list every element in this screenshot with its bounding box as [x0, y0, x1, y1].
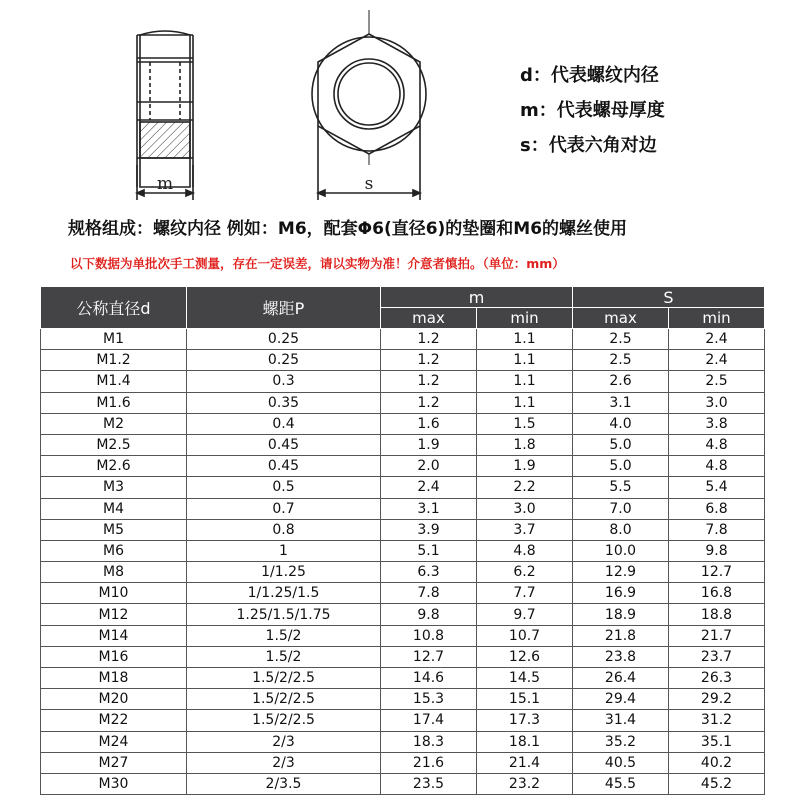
m-max-cell: 7.8: [381, 583, 477, 604]
table-row: [41, 392, 765, 413]
header-m-min: min: [477, 308, 573, 329]
s-max-cell: 21.8: [573, 625, 669, 646]
nominal-cell: M1.4: [41, 371, 187, 392]
table-row: [41, 434, 765, 455]
spec-description: 规格组成：螺纹内径 例如：M6，配套Φ6(直径6)的垫圈和M6的螺丝使用: [68, 219, 628, 239]
table-row: [41, 329, 765, 350]
header-s-min: min: [669, 308, 765, 329]
header-pitch: 螺距P: [187, 287, 381, 329]
s-min-cell: 12.7: [669, 562, 765, 583]
m-dimension-label: m: [156, 174, 174, 194]
m-min-cell: 1.9: [477, 456, 573, 477]
m-min-cell: 1.5: [477, 413, 573, 434]
m-max-cell: 5.1: [381, 540, 477, 561]
m-min-cell: 1.1: [477, 392, 573, 413]
pitch-cell: 0.3: [187, 371, 381, 392]
m-max-cell: 21.6: [381, 752, 477, 773]
m-min-cell: 18.1: [477, 731, 573, 752]
s-max-cell: 4.0: [573, 413, 669, 434]
s-max-cell: 35.2: [573, 731, 669, 752]
m-max-cell: 18.3: [381, 731, 477, 752]
s-max-cell: 10.0: [573, 540, 669, 561]
pitch-cell: 2/3: [187, 752, 381, 773]
table-row: [41, 540, 765, 561]
pitch-cell: 1/1.25/1.5: [187, 583, 381, 604]
header-nominal-diameter: 公称直径d: [41, 287, 187, 329]
m-max-cell: 1.2: [381, 371, 477, 392]
s-min-cell: 2.5: [669, 371, 765, 392]
header-m: m: [381, 287, 573, 308]
nominal-cell: M6: [41, 540, 187, 561]
nominal-cell: M1.6: [41, 392, 187, 413]
nominal-cell: M2.5: [41, 434, 187, 455]
m-max-cell: 1.9: [381, 434, 477, 455]
m-min-cell: 1.1: [477, 350, 573, 371]
nominal-cell: M5: [41, 519, 187, 540]
table-row: [41, 689, 765, 710]
s-max-cell: 5.0: [573, 456, 669, 477]
s-max-cell: 16.9: [573, 583, 669, 604]
s-min-cell: 26.3: [669, 668, 765, 689]
s-min-cell: 23.7: [669, 646, 765, 667]
m-max-cell: 1.2: [381, 350, 477, 371]
s-max-cell: 8.0: [573, 519, 669, 540]
pitch-cell: 0.5: [187, 477, 381, 498]
pitch-cell: 0.45: [187, 456, 381, 477]
s-min-cell: 35.1: [669, 731, 765, 752]
pitch-cell: 1/1.25: [187, 562, 381, 583]
table-row: [41, 583, 765, 604]
table-row: [41, 477, 765, 498]
nominal-cell: M27: [41, 752, 187, 773]
m-min-cell: 7.7: [477, 583, 573, 604]
measurement-warning: 以下数据为单批次手工测量，存在一定误差，请以实物为准！介意者慎拍。（单位：mm）: [70, 256, 565, 271]
m-min-cell: 23.2: [477, 773, 573, 794]
m-min-cell: 21.4: [477, 752, 573, 773]
m-min-cell: 10.7: [477, 625, 573, 646]
nut-top-view: [312, 10, 426, 200]
pitch-cell: 0.4: [187, 413, 381, 434]
s-max-cell: 40.5: [573, 752, 669, 773]
table-row: [41, 668, 765, 689]
s-max-cell: 2.6: [573, 371, 669, 392]
m-min-cell: 3.0: [477, 498, 573, 519]
pitch-cell: 0.25: [187, 329, 381, 350]
m-max-cell: 1.6: [381, 413, 477, 434]
header-s-max: max: [573, 308, 669, 329]
pitch-cell: 1.25/1.5/1.75: [187, 604, 381, 625]
s-min-cell: 5.4: [669, 477, 765, 498]
m-min-cell: 17.3: [477, 710, 573, 731]
table-row: [41, 773, 765, 794]
table-row: [41, 752, 765, 773]
nominal-cell: M24: [41, 731, 187, 752]
m-max-cell: 1.2: [381, 392, 477, 413]
s-max-cell: 5.0: [573, 434, 669, 455]
nominal-cell: M22: [41, 710, 187, 731]
m-max-cell: 10.8: [381, 625, 477, 646]
m-min-cell: 4.8: [477, 540, 573, 561]
s-min-cell: 29.2: [669, 689, 765, 710]
table-row: [41, 371, 765, 392]
nominal-cell: M1: [41, 329, 187, 350]
legend-d: d：代表螺纹内径: [520, 65, 659, 86]
pitch-cell: 1.5/2/2.5: [187, 689, 381, 710]
m-max-cell: 9.8: [381, 604, 477, 625]
table-row: [41, 456, 765, 477]
m-max-cell: 2.4: [381, 477, 477, 498]
m-min-cell: 9.7: [477, 604, 573, 625]
table-row: [41, 731, 765, 752]
header-s: S: [573, 287, 765, 308]
nominal-cell: M14: [41, 625, 187, 646]
m-max-cell: 3.9: [381, 519, 477, 540]
s-dimension-label: s: [364, 174, 374, 194]
s-max-cell: 2.5: [573, 350, 669, 371]
table-row: [41, 562, 765, 583]
s-max-cell: 29.4: [573, 689, 669, 710]
pitch-cell: 1: [187, 540, 381, 561]
s-min-cell: 40.2: [669, 752, 765, 773]
s-min-cell: 3.0: [669, 392, 765, 413]
hex-nut-diagram: [0, 0, 800, 210]
nominal-cell: M18: [41, 668, 187, 689]
table-row: [41, 604, 765, 625]
m-max-cell: 6.3: [381, 562, 477, 583]
s-max-cell: 23.8: [573, 646, 669, 667]
nominal-cell: M16: [41, 646, 187, 667]
s-min-cell: 4.8: [669, 434, 765, 455]
s-max-cell: 7.0: [573, 498, 669, 519]
s-min-cell: 18.8: [669, 604, 765, 625]
s-max-cell: 2.5: [573, 329, 669, 350]
table-row: [41, 498, 765, 519]
pitch-cell: 0.25: [187, 350, 381, 371]
nominal-cell: M8: [41, 562, 187, 583]
m-max-cell: 2.0: [381, 456, 477, 477]
table-row: [41, 519, 765, 540]
s-min-cell: 16.8: [669, 583, 765, 604]
m-min-cell: 15.1: [477, 689, 573, 710]
m-max-cell: 17.4: [381, 710, 477, 731]
nominal-cell: M12: [41, 604, 187, 625]
m-min-cell: 3.7: [477, 519, 573, 540]
nominal-cell: M1.2: [41, 350, 187, 371]
nominal-cell: M10: [41, 583, 187, 604]
nominal-cell: M30: [41, 773, 187, 794]
m-min-cell: 6.2: [477, 562, 573, 583]
m-max-cell: 3.1: [381, 498, 477, 519]
m-min-cell: 1.1: [477, 371, 573, 392]
s-min-cell: 2.4: [669, 350, 765, 371]
legend-s: s：代表六角对边: [520, 135, 657, 156]
nominal-cell: M4: [41, 498, 187, 519]
table-row: [41, 413, 765, 434]
table-row: [41, 350, 765, 371]
s-min-cell: 4.8: [669, 456, 765, 477]
s-min-cell: 31.2: [669, 710, 765, 731]
s-max-cell: 18.9: [573, 604, 669, 625]
table-body: [41, 329, 765, 795]
nominal-cell: M2.6: [41, 456, 187, 477]
m-max-cell: 14.6: [381, 668, 477, 689]
s-max-cell: 3.1: [573, 392, 669, 413]
pitch-cell: 1.5/2: [187, 646, 381, 667]
m-max-cell: 1.2: [381, 329, 477, 350]
pitch-cell: 1.5/2/2.5: [187, 668, 381, 689]
legend-m: m：代表螺母厚度: [520, 100, 665, 121]
s-min-cell: 2.4: [669, 329, 765, 350]
table-row: [41, 625, 765, 646]
pitch-cell: 1.5/2/2.5: [187, 710, 381, 731]
s-min-cell: 3.8: [669, 413, 765, 434]
m-min-cell: 1.1: [477, 329, 573, 350]
s-min-cell: 6.8: [669, 498, 765, 519]
header-m-max: max: [381, 308, 477, 329]
pitch-cell: 2/3: [187, 731, 381, 752]
s-max-cell: 5.5: [573, 477, 669, 498]
s-max-cell: 26.4: [573, 668, 669, 689]
pitch-cell: 1.5/2: [187, 625, 381, 646]
nut-spec-table: [40, 286, 765, 795]
pitch-cell: 0.7: [187, 498, 381, 519]
m-max-cell: 15.3: [381, 689, 477, 710]
s-max-cell: 12.9: [573, 562, 669, 583]
s-max-cell: 45.5: [573, 773, 669, 794]
m-min-cell: 12.6: [477, 646, 573, 667]
m-max-cell: 23.5: [381, 773, 477, 794]
m-min-cell: 2.2: [477, 477, 573, 498]
nominal-cell: M2: [41, 413, 187, 434]
table-row: [41, 710, 765, 731]
m-max-cell: 12.7: [381, 646, 477, 667]
pitch-cell: 2/3.5: [187, 773, 381, 794]
nominal-cell: M20: [41, 689, 187, 710]
s-max-cell: 31.4: [573, 710, 669, 731]
m-min-cell: 14.5: [477, 668, 573, 689]
pitch-cell: 0.35: [187, 392, 381, 413]
s-min-cell: 7.8: [669, 519, 765, 540]
s-min-cell: 21.7: [669, 625, 765, 646]
pitch-cell: 0.8: [187, 519, 381, 540]
table-row: [41, 646, 765, 667]
symbol-legend: [520, 58, 665, 163]
s-min-cell: 9.8: [669, 540, 765, 561]
pitch-cell: 0.45: [187, 434, 381, 455]
m-min-cell: 1.8: [477, 434, 573, 455]
s-min-cell: 45.2: [669, 773, 765, 794]
nominal-cell: M3: [41, 477, 187, 498]
